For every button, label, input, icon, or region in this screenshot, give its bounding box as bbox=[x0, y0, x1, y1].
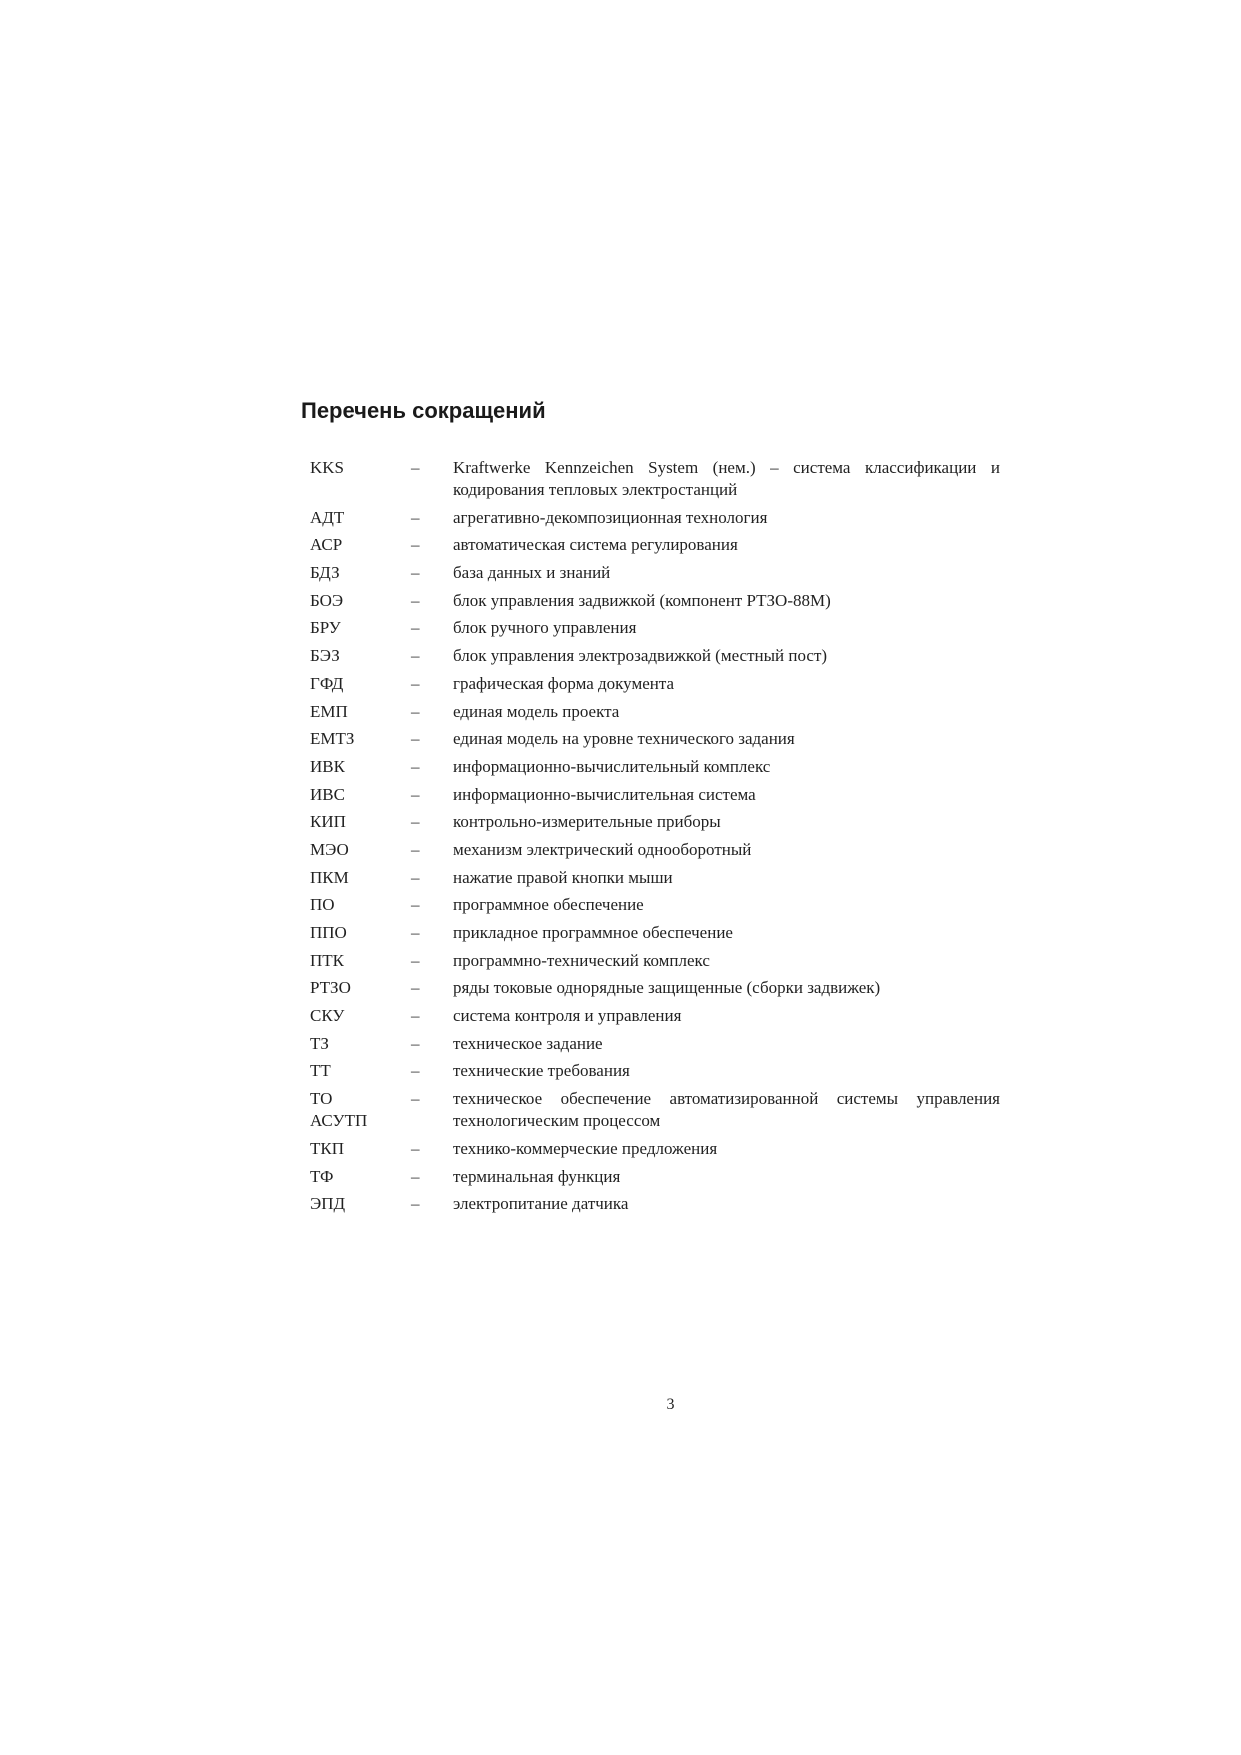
abbreviation-definition: технические требования bbox=[453, 1061, 630, 1081]
abbreviation-definition: ряды токовые однорядные защищенные (сборки задвижек) bbox=[453, 978, 881, 998]
abbreviation-term: РТЗО bbox=[310, 978, 351, 998]
abbreviation-definition: блок управления задвижкой (компонент РТЗО-88М) bbox=[453, 590, 831, 610]
abbreviation-row bbox=[310, 507, 1000, 535]
abbreviation-definition: информационно-вычислительный комплекс bbox=[453, 756, 771, 776]
abbreviation-row bbox=[310, 728, 1000, 756]
abbreviation-term: ТТ bbox=[310, 1061, 331, 1081]
abbreviation-term: МЭО bbox=[310, 839, 349, 859]
abbreviation-definition: прикладное программное обеспечение bbox=[453, 923, 733, 942]
abbreviation-dash: – bbox=[411, 1033, 420, 1053]
abbreviation-dash: – bbox=[411, 1138, 420, 1158]
abbreviation-dash: – bbox=[411, 618, 420, 638]
abbreviation-definition: единая модель проекта bbox=[453, 701, 620, 721]
abbreviation-dash: – bbox=[411, 839, 420, 859]
abbreviation-term: ПКМ bbox=[310, 867, 349, 887]
abbreviation-definition: база данных и знаний bbox=[453, 563, 611, 583]
abbreviation-term: ТФ bbox=[310, 1166, 334, 1186]
abbreviation-row bbox=[310, 977, 1000, 1005]
abbreviation-definition: информационно-вычислительная система bbox=[453, 784, 756, 804]
abbreviation-term: ТО АСУТП bbox=[310, 1089, 368, 1131]
abbreviation-definition: электропитание датчика bbox=[453, 1194, 629, 1214]
abbreviation-row bbox=[310, 756, 1000, 784]
abbreviation-term: ППО bbox=[310, 923, 347, 942]
page-title: Перечень сокращений bbox=[301, 398, 546, 423]
abbreviation-row bbox=[310, 673, 1000, 701]
abbreviation-definition: Kraftwerke Kennzeichen System (нем.) – система классификации и кодирования тепловых электростанций bbox=[453, 458, 1000, 499]
abbreviation-row bbox=[310, 1060, 1000, 1088]
abbreviation-definition: графическая форма документа bbox=[453, 673, 675, 693]
abbreviation-term: ИВК bbox=[310, 756, 345, 776]
abbreviations-list bbox=[310, 457, 1000, 1221]
abbreviation-row bbox=[310, 1138, 1000, 1166]
abbreviation-term: ЭПД bbox=[310, 1194, 346, 1214]
abbreviation-term: KKS bbox=[310, 458, 345, 477]
abbreviation-definition: система контроля и управления bbox=[453, 1006, 682, 1026]
abbreviation-dash: – bbox=[411, 646, 420, 666]
abbreviation-dash: – bbox=[411, 756, 420, 776]
abbreviation-definition: единая модель на уровне технического задания bbox=[453, 729, 795, 749]
abbreviation-term: ПТК bbox=[310, 950, 344, 970]
abbreviation-definition: терминальная функция bbox=[453, 1166, 621, 1186]
abbreviation-dash: – bbox=[411, 895, 420, 915]
abbreviation-definition: механизм электрический однооборотный bbox=[453, 839, 752, 859]
abbreviation-definition: программно-технический комплекс bbox=[453, 950, 710, 970]
abbreviation-term: ИВС bbox=[310, 784, 345, 804]
abbreviation-term: АДТ bbox=[310, 507, 345, 527]
abbreviation-row bbox=[310, 1005, 1000, 1033]
abbreviation-definition: контрольно-измерительные приборы bbox=[453, 812, 721, 832]
abbreviation-row bbox=[310, 867, 1000, 895]
abbreviation-term: БЭЗ bbox=[310, 646, 340, 666]
abbreviation-row bbox=[310, 1033, 1000, 1061]
abbreviation-definition: автоматическая система регулирования bbox=[453, 535, 738, 555]
abbreviation-term: ПО bbox=[310, 895, 335, 915]
abbreviation-row bbox=[310, 617, 1000, 645]
abbreviation-dash: – bbox=[411, 701, 420, 721]
abbreviation-row bbox=[310, 645, 1000, 673]
abbreviation-row bbox=[310, 894, 1000, 922]
abbreviation-dash: – bbox=[411, 507, 420, 527]
abbreviation-term: ЕМП bbox=[310, 701, 348, 721]
abbreviation-dash: – bbox=[411, 535, 420, 555]
abbreviation-definition: блок управления электрозадвижкой (местный пост) bbox=[453, 646, 828, 666]
abbreviation-dash: – bbox=[411, 1089, 420, 1109]
abbreviation-dash: – bbox=[411, 729, 420, 749]
abbreviation-term: ЕМТЗ bbox=[310, 729, 355, 749]
abbreviation-dash: – bbox=[411, 923, 420, 942]
abbreviation-definition: нажатие правой кнопки мыши bbox=[453, 867, 673, 887]
abbreviation-dash: – bbox=[411, 978, 420, 998]
abbreviation-row bbox=[310, 839, 1000, 867]
abbreviation-dash: – bbox=[411, 1061, 420, 1081]
abbreviation-row bbox=[310, 701, 1000, 729]
abbreviation-term: АСР bbox=[310, 535, 343, 555]
abbreviation-row bbox=[310, 1193, 1000, 1221]
abbreviation-definition: блок ручного управления bbox=[453, 618, 637, 638]
abbreviation-row bbox=[310, 1088, 1000, 1138]
abbreviation-dash: – bbox=[411, 1166, 420, 1186]
abbreviation-dash: – bbox=[411, 950, 420, 970]
abbreviation-term: ГФД bbox=[310, 673, 344, 693]
abbreviation-row bbox=[310, 950, 1000, 978]
abbreviation-definition: техническое задание bbox=[453, 1033, 603, 1053]
abbreviation-row bbox=[310, 784, 1000, 812]
abbreviation-dash: – bbox=[411, 458, 420, 477]
abbreviation-term: ТКП bbox=[310, 1138, 344, 1158]
abbreviation-term: БДЗ bbox=[310, 563, 340, 583]
abbreviation-dash: – bbox=[411, 563, 420, 583]
abbreviations-table bbox=[310, 457, 1000, 1221]
abbreviation-term: СКУ bbox=[310, 1006, 345, 1026]
abbreviation-row bbox=[310, 1166, 1000, 1194]
abbreviation-dash: – bbox=[411, 812, 420, 832]
abbreviation-term: КИП bbox=[310, 812, 346, 832]
abbreviation-definition: техническое обеспечение автоматизированной системы управления технологическим процессом bbox=[453, 1089, 1000, 1131]
abbreviation-row bbox=[310, 922, 1000, 950]
abbreviation-row bbox=[310, 562, 1000, 590]
abbreviation-dash: – bbox=[411, 590, 420, 610]
page-number: 3 bbox=[666, 1396, 675, 1413]
abbreviation-dash: – bbox=[411, 784, 420, 804]
abbreviation-row bbox=[310, 590, 1000, 618]
abbreviation-dash: – bbox=[411, 867, 420, 887]
abbreviation-dash: – bbox=[411, 1006, 420, 1026]
abbreviation-term: ТЗ bbox=[310, 1033, 329, 1053]
abbreviation-term: БРУ bbox=[310, 618, 341, 638]
abbreviation-row bbox=[310, 457, 1000, 507]
abbreviation-row bbox=[310, 811, 1000, 839]
abbreviation-definition: агрегативно-декомпозиционная технология bbox=[453, 507, 768, 527]
abbreviation-dash: – bbox=[411, 1194, 420, 1214]
abbreviation-dash: – bbox=[411, 673, 420, 693]
abbreviation-definition: программное обеспечение bbox=[453, 895, 644, 915]
abbreviation-row bbox=[310, 534, 1000, 562]
abbreviation-term: БОЭ bbox=[310, 590, 344, 610]
abbreviation-definition: технико-коммерческие предложения bbox=[453, 1138, 718, 1158]
